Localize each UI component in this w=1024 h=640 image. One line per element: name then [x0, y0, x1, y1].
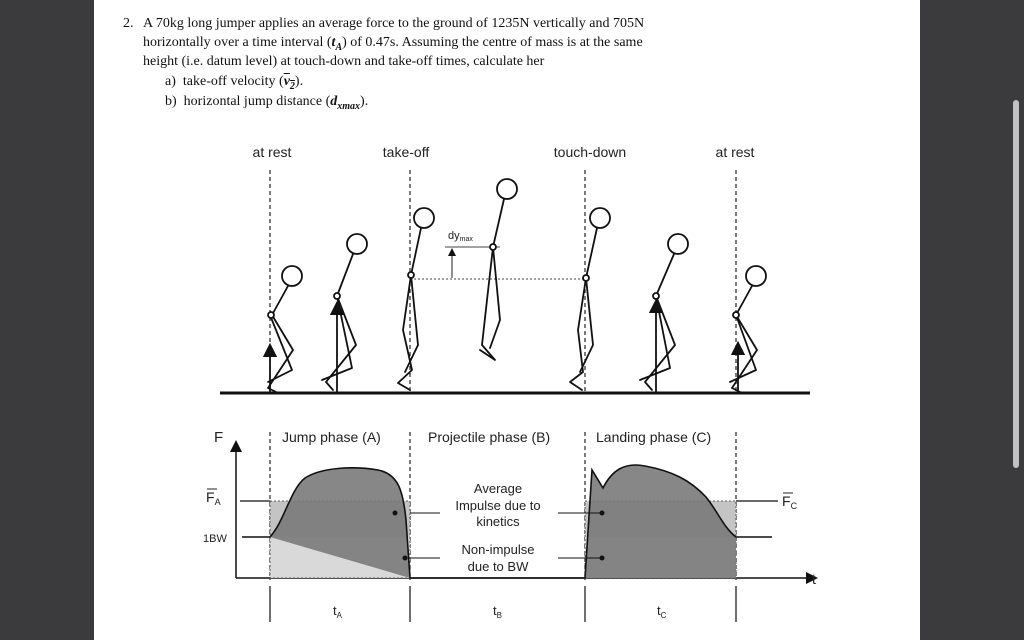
- ta-label: $t_A$: [333, 603, 342, 620]
- question-number: 2.: [123, 16, 134, 31]
- tc-label: $t_C$: [657, 603, 667, 620]
- figure-pre-takeoff: [322, 234, 367, 393]
- part-a-end: ).: [294, 74, 304, 89]
- label-touch-down: touch-down: [553, 144, 627, 160]
- distance-variable: $d_{xmax}$: [330, 94, 361, 112]
- question-line-1: A 70kg long jumper applies an average force to the ground of 1235N vertically and 705N: [143, 16, 645, 31]
- label-projectile-phase: Projectile phase (B): [428, 429, 551, 445]
- landing-force-area: [585, 465, 736, 578]
- figure-at-rest-1: [268, 266, 302, 393]
- time-interval-variable: $t_A$: [331, 35, 343, 53]
- figure-landing: [640, 234, 688, 393]
- fa-label: $F_A$: [206, 489, 221, 507]
- label-at-rest-2: at rest: [715, 144, 755, 160]
- force-axis-label: F: [214, 429, 224, 446]
- label-at-rest-1: at rest: [252, 144, 292, 160]
- question-line-3: height (i.e. datum level) at touch-down and take-off times, calculate her: [143, 54, 545, 69]
- part-a-marker: a): [165, 74, 176, 89]
- label-take-off: take-off: [382, 144, 430, 160]
- part-b-marker: b): [165, 94, 177, 109]
- figure-touch-down: [570, 208, 610, 390]
- velocity-variable: $v_2$: [283, 74, 295, 92]
- part-b-text: horizontal jump distance (: [183, 94, 331, 109]
- part-a-text: take-off velocity (: [182, 74, 284, 89]
- non-impulse-label-1: Non-impulse: [461, 542, 535, 557]
- figure-take-off: [398, 208, 434, 390]
- fc-label: $F_C$: [782, 493, 798, 511]
- bw-label: 1BW: [203, 533, 227, 545]
- impulse-label-1: Average: [473, 481, 523, 496]
- time-axis-label: t: [812, 571, 816, 587]
- dy-max-label: dymax: [448, 230, 473, 243]
- label-jump-phase: Jump phase (A): [282, 429, 381, 445]
- figure-peak: [480, 179, 517, 360]
- part-b-end: ).: [360, 94, 369, 109]
- tb-label: $t_B$: [493, 603, 502, 620]
- impulse-label-2: Impulse due to: [455, 498, 541, 513]
- question-line-2-pre: horizontally over a time interval (: [143, 35, 332, 50]
- non-impulse-label-2: due to BW: [467, 559, 529, 574]
- label-landing-phase: Landing phase (C): [596, 429, 712, 445]
- impulse-label-3: kinetics: [476, 514, 520, 529]
- question-line-2-post: ) of 0.47s. Assuming the centre of mass is at the same: [342, 35, 643, 50]
